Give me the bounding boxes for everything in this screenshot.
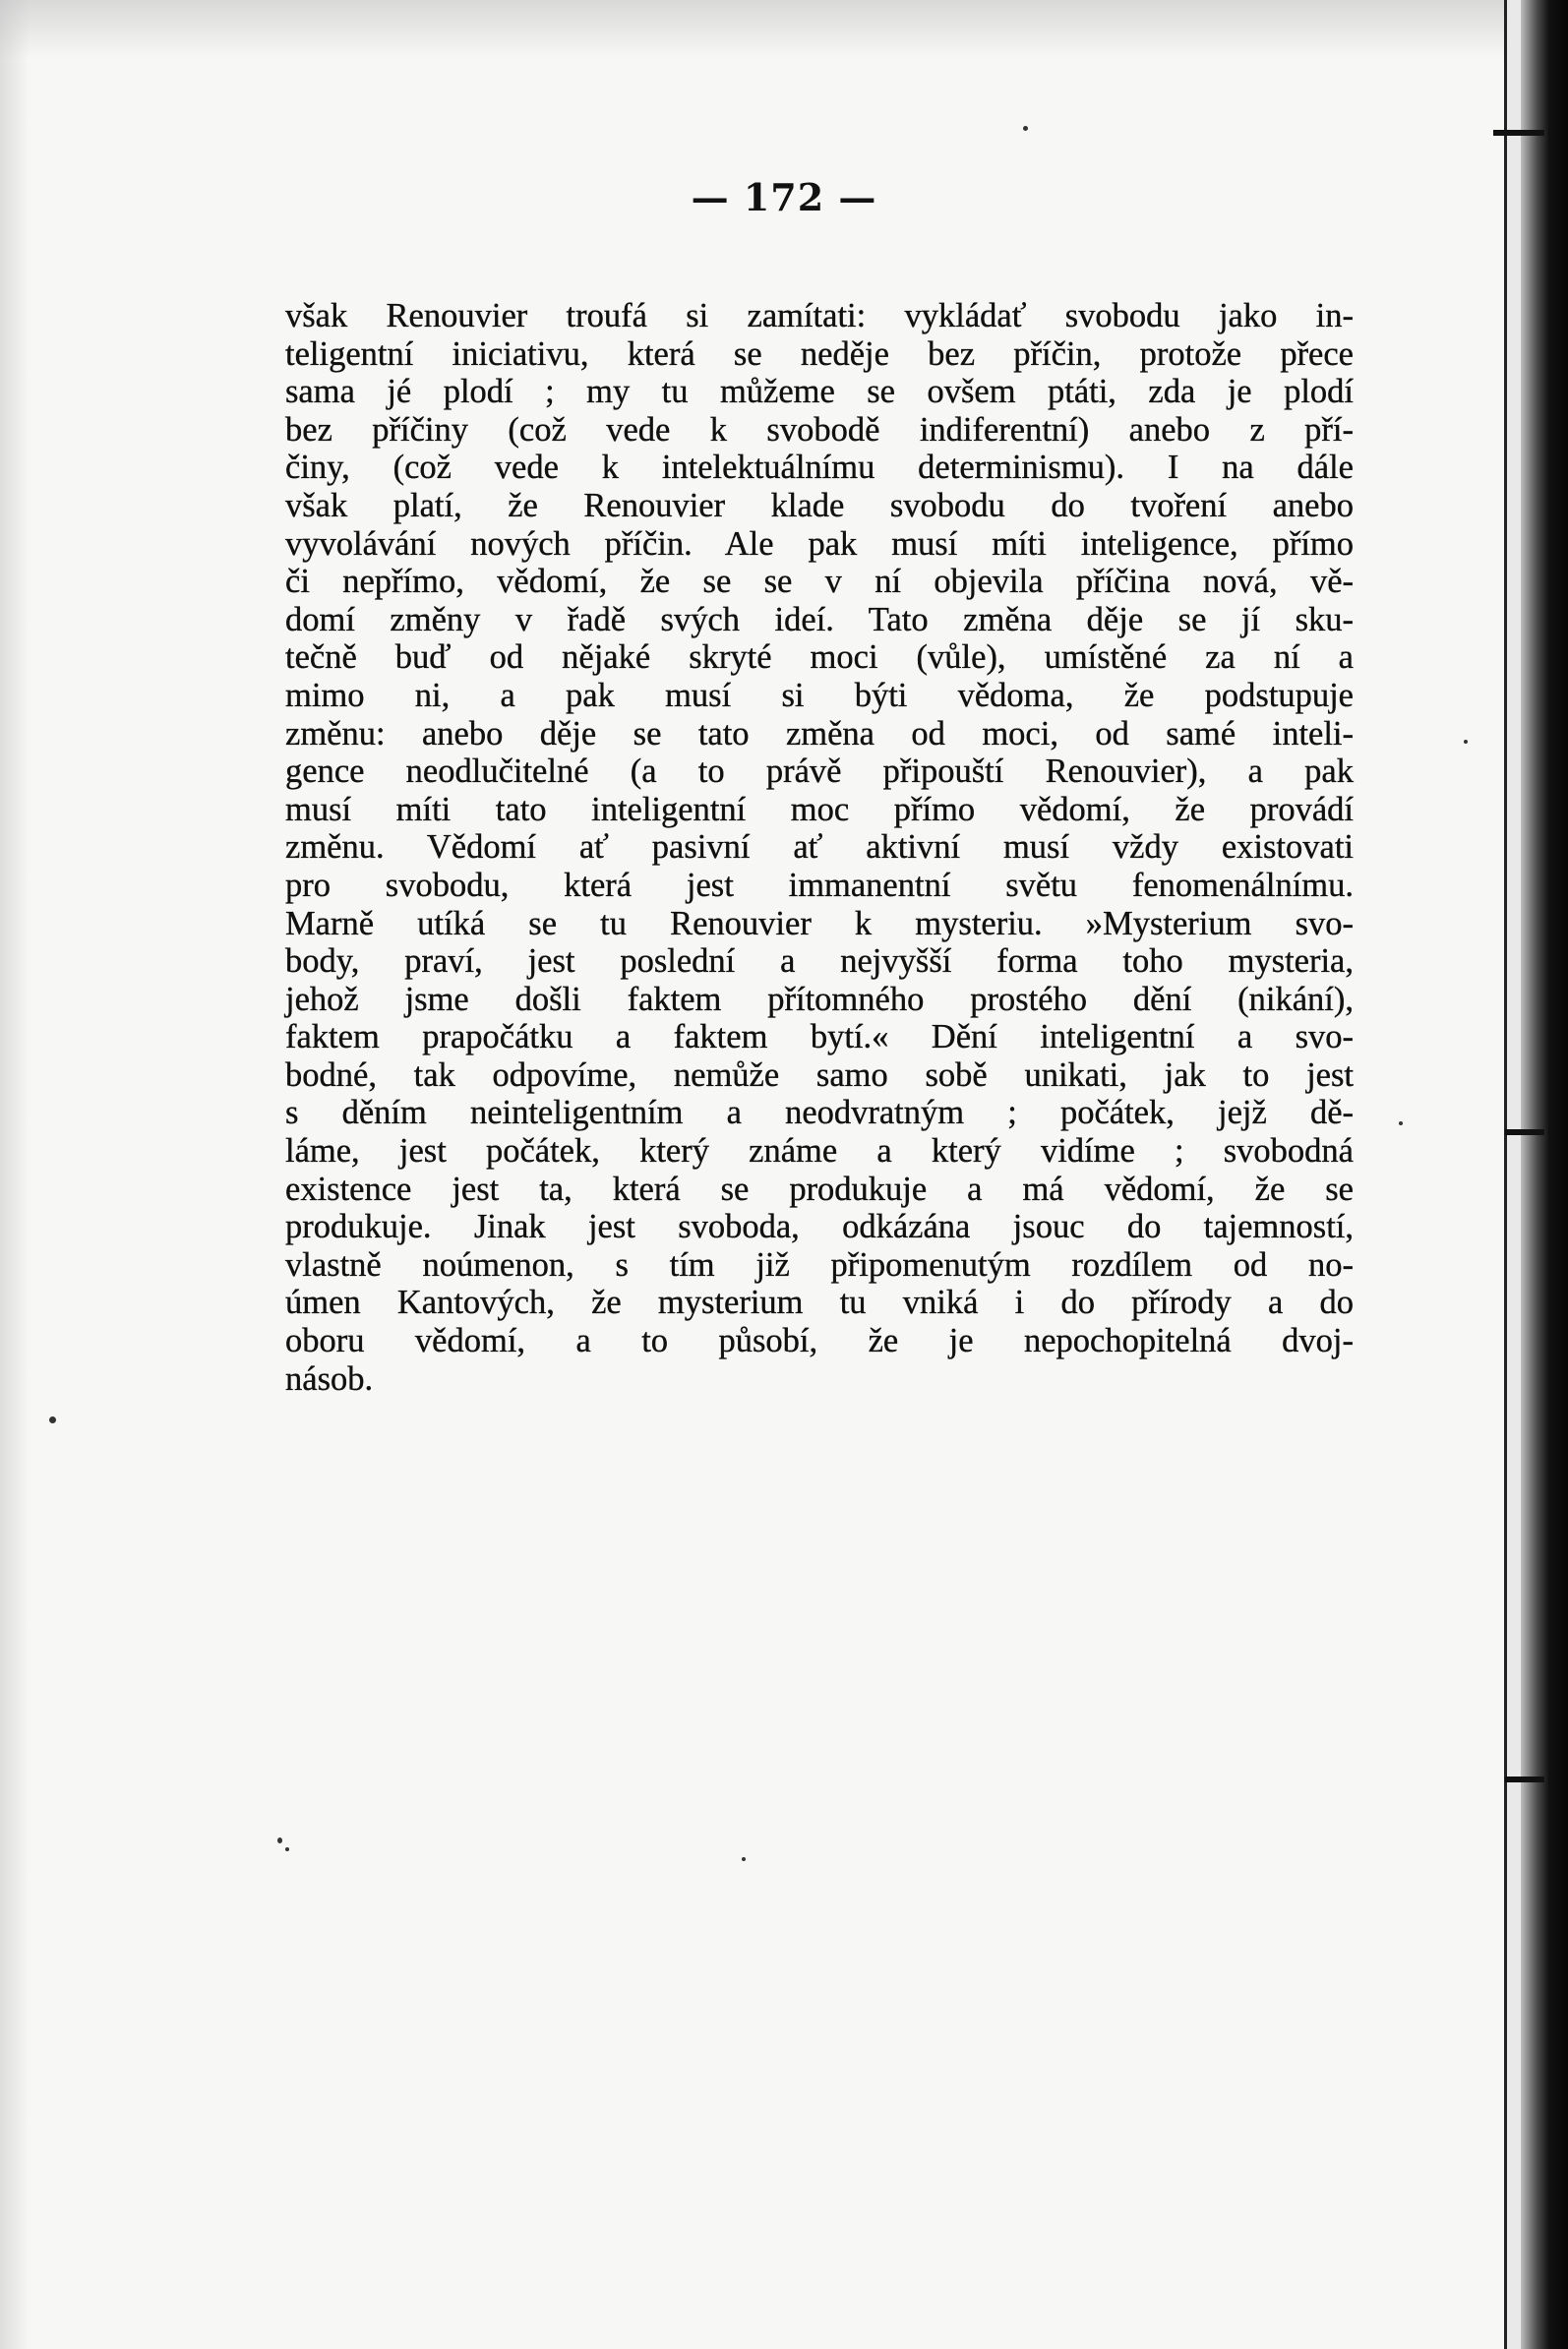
text-line: vlastně noúmenon, s tím již připomenutým rozdílem od no- [285,1245,1354,1284]
page-number: — 172 — [691,175,877,219]
scan-speck [277,1837,282,1843]
body-text [285,297,1354,1398]
text-line: body, praví, jest poslední a nejvyšší forma toho mysteria, [285,942,1354,981]
text-line: však Renouvier troufá si zamítati: vykládať svobodu jako in- [285,297,1354,334]
page-edge-line [1504,0,1507,2349]
edge-mark [1493,130,1544,136]
text-line: jehož jsme došli faktem přítomného prostého dění (nikání), [285,980,1354,1018]
text-line: bodné, tak odpovíme, nemůže samo sobě unikati, jak to jest [285,1055,1354,1094]
text-line: či nepřímo, vědomí, že se se v ní objevila příčina nová, vě- [285,563,1354,601]
text-line: oboru vědomí, a to působí, že je nepochopitelná dvoj- [285,1322,1354,1360]
text-line: sama jé plodí ; my tu můžeme se ovšem ptáti, zda je plodí [285,373,1354,411]
text-line: s děním neinteligentním a neodvratným ; počátek, jejž dě- [285,1094,1354,1132]
book-binding-edge [1521,0,1568,2349]
text-line: činy, (což vede k intelektuálnímu determinismu). I na dále [285,449,1354,487]
text-line: láme, jest počátek, který známe a který vidíme ; svobodná [285,1132,1354,1171]
text-line: násob. [285,1359,374,1398]
scan-speck [49,1416,56,1423]
text-line: úmen Kantových, že mysterium tu vniká i do přírody a do [285,1284,1354,1322]
text-line: vyvolávání nových příčin. Ale pak musí míti inteligence, přímo [285,524,1354,563]
scan-speck [1023,126,1028,131]
text-line: produkuje. Jinak jest svoboda, odkázána jsouc do tajemností, [285,1208,1354,1246]
scan-speck [742,1857,746,1861]
text-line: však platí, že Renouvier klade svobodu do tvoření anebo [285,486,1354,524]
scan-speck [285,1847,289,1851]
scan-speck [1464,740,1468,744]
text-line: pro svobodu, která jest immanentní světu fenomenálnímu. [285,866,1354,904]
text-line: změnu: anebo děje se tato změna od moci, od samé inteli- [285,714,1354,753]
text-line: Marně utíká se tu Renouvier k mysteriu. »Mysterium svo- [285,904,1354,942]
scan-speck [1399,1121,1403,1125]
page-top-shadow [0,0,1568,59]
text-line: mimo ni, a pak musí si býti vědoma, že podstupuje [285,676,1354,714]
text-line: domí změny v řadě svých ideí. Tato změna děje se jí sku- [285,600,1354,638]
edge-mark [1505,1777,1544,1782]
page-left-shadow [0,0,30,2349]
text-line: změnu. Vědomí ať pasivní ať aktivní musí vždy existovati [285,828,1354,867]
text-line: existence jest ta, která se produkuje a má vědomí, že se [285,1170,1354,1208]
text-line: faktem prapočátku a faktem bytí.« Dění inteligentní a svo- [285,1018,1354,1056]
text-line: musí míti tato inteligentní moc přímo vědomí, že provádí [285,790,1354,828]
text-line: gence neodlučitelné (a to právě připouští Renouvier), a pak [285,753,1354,791]
text-line: bez příčiny (což vede k svobodě indiferentní) anebo z pří- [285,410,1354,449]
text-line: tečně buď od nějaké skryté moci (vůle), umístěné za ní a [285,638,1354,677]
edge-mark [1505,1129,1544,1135]
text-line: teligentní iniciativu, která se neděje bez příčin, protože přece [285,334,1354,373]
page-edge-highlight [1507,0,1521,2349]
